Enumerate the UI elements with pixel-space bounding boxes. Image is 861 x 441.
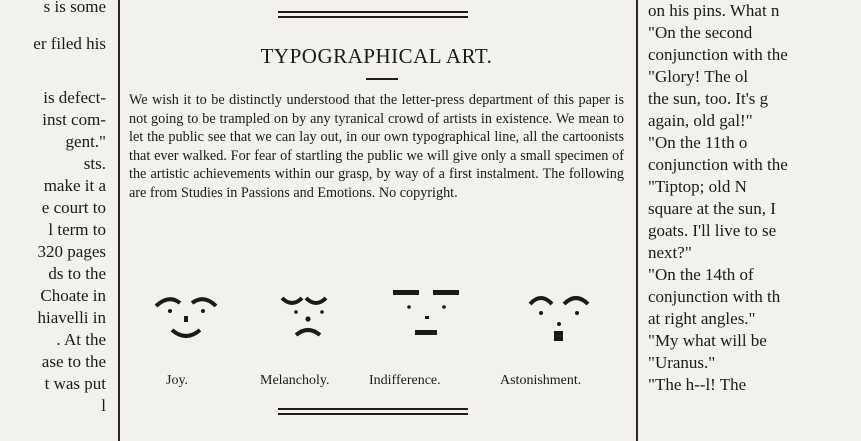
right-line: conjunction with th <box>648 287 781 306</box>
left-line: Choate in <box>40 286 106 305</box>
caption-joy: Joy. <box>166 373 189 388</box>
right-line: square at the sun, I <box>648 199 776 218</box>
right-column <box>648 0 861 441</box>
right-line: conjunction with the <box>648 155 788 174</box>
right-line: conjunction with the <box>648 45 788 64</box>
article-body: We wish it to be distinctly understood that the letter-press department of this paper is not going to be trampled on by any tyranical crowd of artists in existence. We mean to let the public see that we can lay out, in our own typographical line, all the cartoonists that ever walked. For fear of startling the public we will give only a small specimen of the artistic achievements within our grasp, by way of a first instalment. The following are from Studies in Passions and Emotions. No copyright. <box>129 92 624 201</box>
title-rule <box>366 78 398 80</box>
left-line: 320 pages <box>37 242 106 261</box>
double-rule-bottom <box>278 408 468 415</box>
right-line: "The h--l! The <box>648 375 747 394</box>
right-line: "On the 14th of <box>648 265 754 284</box>
right-line: "Tiptop; old N <box>648 177 747 196</box>
article-column <box>124 0 629 441</box>
left-line: make it a <box>43 176 106 195</box>
right-line: "On the second <box>648 23 753 42</box>
astonishment-face-icon <box>524 288 604 358</box>
right-line: "Uranus." <box>648 353 716 372</box>
joy-face-icon <box>152 288 222 348</box>
right-line: at right angles." <box>648 309 756 328</box>
left-line: gent." <box>65 132 106 151</box>
left-line: inst com- <box>42 110 106 129</box>
indifference-face-icon <box>389 288 469 348</box>
right-line: goats. I'll live to se <box>648 221 777 240</box>
left-line: s is some <box>43 0 106 16</box>
left-line: sts. <box>83 154 106 173</box>
right-line: "On the 11th o <box>648 133 748 152</box>
caption-indifference: Indifference. <box>369 373 441 388</box>
left-line: hiavelli in <box>37 308 106 327</box>
double-rule-top <box>278 11 468 18</box>
right-line: on his pins. What n <box>648 1 780 20</box>
article-title: TYPOGRAPHICAL ART. <box>260 44 493 68</box>
right-line: the sun, too. It's g <box>648 89 769 108</box>
right-line: next?" <box>648 243 692 262</box>
left-line: . At the <box>56 330 106 349</box>
left-line: l term to <box>48 220 106 239</box>
melancholy-face-icon <box>274 288 354 348</box>
right-line: again, old gal!" <box>648 111 753 130</box>
caption-melancholy: Melancholy. <box>260 373 330 388</box>
left-line: l <box>101 396 106 415</box>
left-line: ds to the <box>48 264 106 283</box>
left-line: ase to the <box>41 352 106 371</box>
left-line: is defect- <box>43 88 106 107</box>
left-line: e court to <box>41 198 106 217</box>
column-rule <box>118 0 120 441</box>
caption-astonishment: Astonishment. <box>500 373 582 388</box>
column-rule <box>636 0 638 441</box>
left-line: t was put <box>44 374 106 393</box>
right-line: "Glory! The ol <box>648 67 749 86</box>
left-column <box>0 0 110 441</box>
right-line: "My what will be <box>648 331 767 350</box>
left-line: er filed his <box>33 34 106 53</box>
